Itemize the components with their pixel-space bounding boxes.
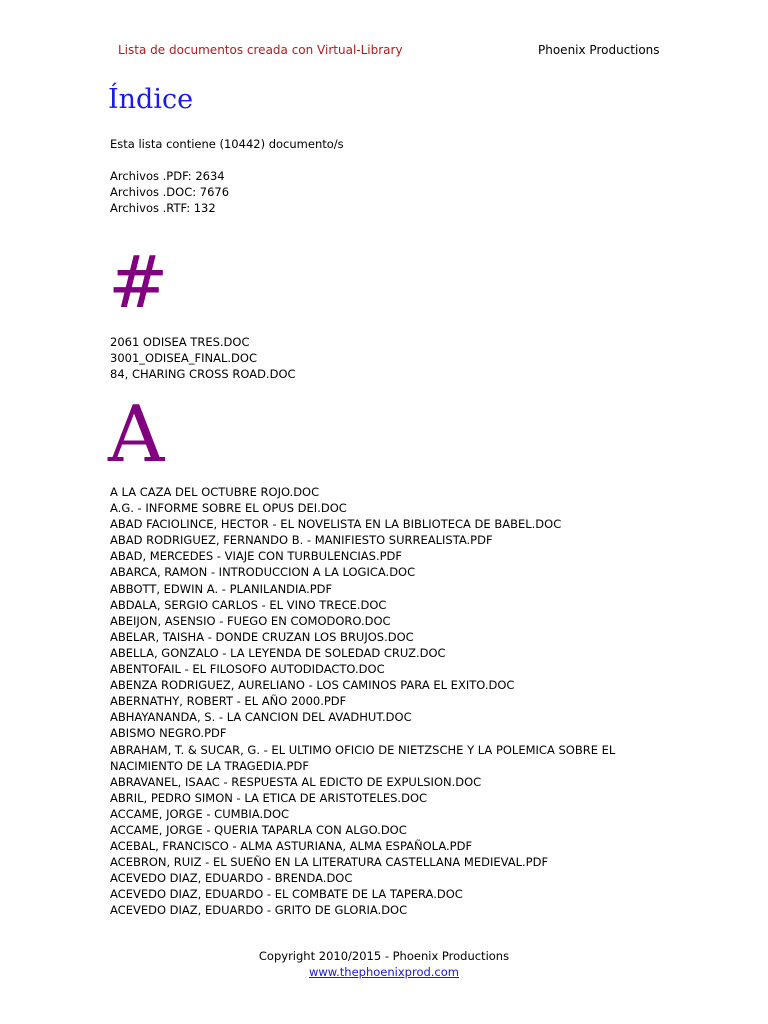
list-item: ABDALA, SERGIO CARLOS - EL VINO TRECE.DOC [110, 597, 387, 612]
list-item: 84, CHARING CROSS ROAD.DOC [110, 367, 296, 382]
list-item: ACCAME, JORGE - CUMBIA.DOC [110, 806, 290, 821]
section-list-a [110, 484, 615, 919]
list-item: ABAD RODRIGUEZ, FERNANDO B. - MANIFIESTO SURREALISTA.PDF [110, 533, 493, 548]
header-left-text: Lista de documentos creada con Virtual-Library [118, 43, 403, 57]
section-heading-hash: # [108, 240, 169, 324]
list-item: A.G. - INFORME SOBRE EL OPUS DEI.DOC [110, 501, 347, 516]
list-item: ACEBAL, FRANCISCO - ALMA ASTURIANA, ALMA ESPAÑOLA.PDF [110, 839, 473, 854]
list-item: ABRAHAM, T. & SUCAR, G. - EL ULTIMO OFICIO DE NIETZSCHE Y LA POLEMICA SOBRE EL [110, 742, 616, 757]
list-item: NACIMIENTO DE LA TRAGEDIA.PDF [110, 758, 309, 773]
list-item: A LA CAZA DEL OCTUBRE ROJO.DOC [110, 485, 320, 499]
list-item: ABENTOFAIL - EL FILOSOFO AUTODIDACTO.DOC [110, 662, 385, 677]
list-item: ABRAVANEL, ISAAC - RESPUESTA AL EDICTO DE EXPULSION.DOC [110, 774, 482, 789]
list-item: ABEIJON, ASENSIO - FUEGO EN COMODORO.DOC [110, 613, 391, 628]
list-item: ACEVEDO DIAZ, EDUARDO - EL COMBATE DE LA TAPERA.DOC [110, 887, 463, 902]
list-item: ABHAYANANDA, S. - LA CANCION DEL AVADHUT.DOC [110, 710, 412, 725]
list-item: ACEVEDO DIAZ, EDUARDO - BRENDA.DOC [110, 871, 353, 886]
list-item: ABISMO NEGRO.PDF [110, 726, 227, 741]
section-heading-a: A [108, 390, 165, 480]
list-item: ACEBRON, RUIZ - EL SUEÑO EN LA LITERATURA CASTELLANA MEDIEVAL.PDF [110, 855, 549, 870]
list-item: ABARCA, RAMON - INTRODUCCION A LA LOGICA.DOC [110, 565, 416, 580]
stat-rtf: Archivos .RTF: 132 [110, 201, 216, 215]
stat-doc: Archivos .DOC: 7676 [110, 185, 230, 199]
stat-pdf: Archivos .PDF: 2634 [110, 169, 225, 183]
list-item: ACEVEDO DIAZ, EDUARDO - GRITO DE GLORIA.DOC [110, 903, 408, 918]
document-count-summary: Esta lista contiene (10442) documento/s [110, 137, 344, 151]
list-item: ACCAME, JORGE - QUERIA TAPARLA CON ALGO.DOC [110, 822, 407, 837]
file-type-stats [110, 168, 229, 216]
list-item: ABERNATHY, ROBERT - EL AÑO 2000.PDF [110, 694, 347, 709]
footer-website-link[interactable]: www.thephoenixprod.com [308, 965, 459, 979]
footer-website-container [0, 965, 768, 979]
list-item: ABENZA RODRIGUEZ, AURELIANO - LOS CAMINOS PARA EL EXITO.DOC [110, 678, 515, 693]
list-item: 2061 ODISEA TRES.DOC [110, 335, 250, 349]
list-item: ABELLA, GONZALO - LA LEYENDA DE SOLEDAD CRUZ.DOC [110, 645, 446, 660]
list-item: ABAD FACIOLINCE, HECTOR - EL NOVELISTA EN LA BIBLIOTECA DE BABEL.DOC [110, 517, 562, 532]
list-item: ABAD, MERCEDES - VIAJE CON TURBULENCIAS.PDF [110, 549, 403, 564]
footer-copyright: Copyright 2010/2015 - Phoenix Productions [258, 949, 510, 963]
list-item: ABELAR, TAISHA - DONDE CRUZAN LOS BRUJOS.DOC [110, 629, 414, 644]
header-right-text: Phoenix Productions [538, 43, 660, 57]
page-title: Índice [108, 84, 194, 115]
list-item: ABBOTT, EDWIN A. - PLANILANDIA.PDF [110, 581, 333, 596]
list-item: ABRIL, PEDRO SIMON - LA ETICA DE ARISTOTELES.DOC [110, 790, 428, 805]
list-item: 3001_ODISEA_FINAL.DOC [110, 351, 257, 366]
section-list-hash [110, 334, 296, 382]
